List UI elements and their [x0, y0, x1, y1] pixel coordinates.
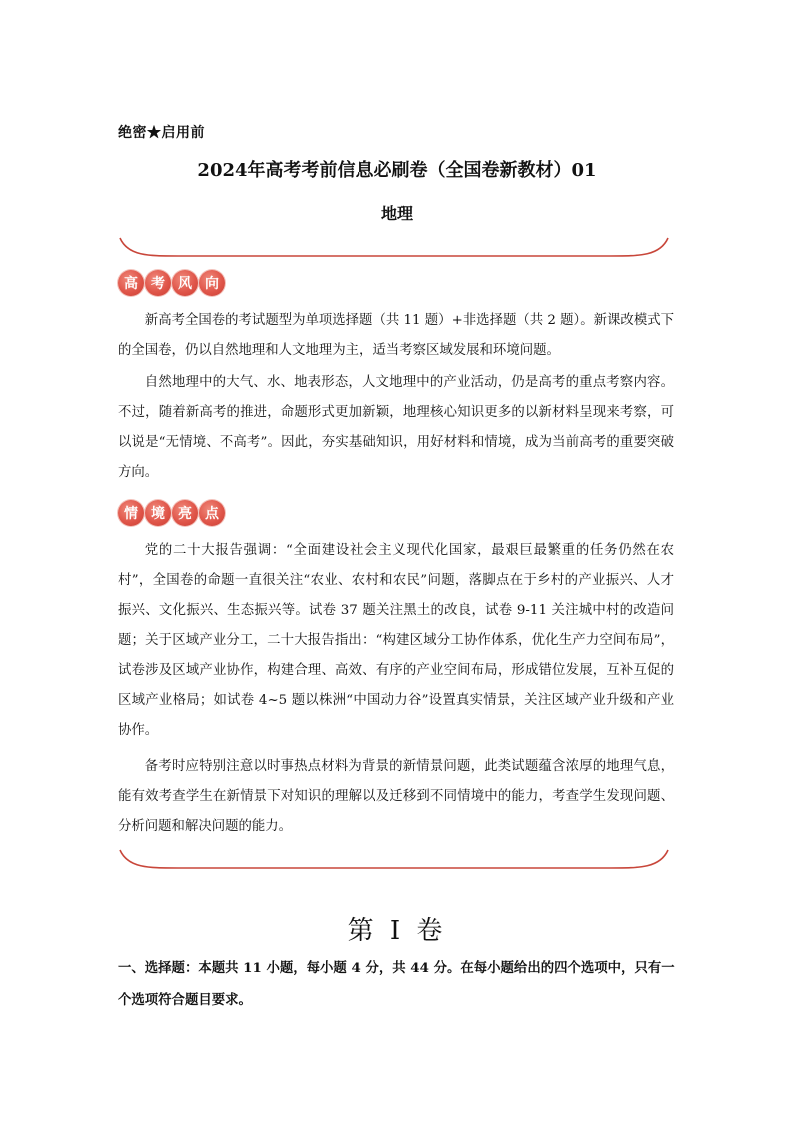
- paragraph: 新高考全国卷的考试题型为单项选择题（共 11 题）+非选择题（共 2 题）。新课改模式下的全国卷，仍以自然地理和人文地理为主，适当考察区域发展和环境问题。: [118, 313, 674, 358]
- top-divider: [118, 236, 670, 258]
- subject-title: 地理: [380, 204, 413, 223]
- badge-qingjing-liangdian: [118, 500, 225, 526]
- badge-char: 点: [199, 500, 225, 526]
- paragraph: 党的二十大报告强调：“全面建设社会主义现代化国家，最艰巨最繁重的任务仍然在农村”，全国卷的命题一直很关注“农业、农村和农民”问题，落脚点在于乡村的产业振兴、人才振兴、文化振兴、生态振兴等。试卷 37 题关注黑土的改良，试卷 9-11 关注城中村的改造问题；关于区域产业分工，二十大报告指出：“构建区域分工协作体系，优化生产力空间布局”，试卷涉及区域产业协作，构建合理、高效、有序的产业空间布局，形成错位发展，互补互促的区域产业格局；如试卷 4~5 题以株洲“中国动力谷”设置真实情景，关注区域产业升级和产业协作。: [118, 543, 674, 738]
- badge-char: 亮: [172, 500, 198, 526]
- bottom-divider: [118, 848, 670, 870]
- paragraph: 备考时应特别注意以时事热点材料为背景的新情景问题，此类试题蕴含浓厚的地理气息，能有效考查学生在新情景下对知识的理解以及迁移到不同情境中的能力，考查学生发现问题、分析问题和解决问题的能力。: [118, 759, 674, 834]
- badge-char: 向: [199, 270, 225, 296]
- paragraph: 自然地理中的大气、水、地表形态，人文地理中的产业活动，仍是高考的重点考察内容。不过，随着新高考的推进，命题形式更加新颖，地理核心知识更多的以新材料呈现来考察，可以说是“无情境、不高考”。因此，夯实基础知识，用好材料和情境，成为当前高考的重要突破方向。: [118, 375, 674, 480]
- section-intro: 一、选择题：本题共 11 小题，每小题 4 分，共 44 分。在每小题给出的四个选项中，只有一个选项符合题目要求。: [118, 960, 675, 1008]
- badge-char: 考: [145, 270, 171, 296]
- badge-char: 风: [172, 270, 198, 296]
- badge-char: 境: [145, 500, 171, 526]
- part-title: 第 I 卷: [347, 916, 447, 946]
- secret-label: 绝密★启用前: [118, 125, 205, 141]
- badge-char: 高: [118, 270, 144, 296]
- badge-gaokao-fengxiang: [118, 270, 225, 296]
- badge-char: 情: [118, 500, 144, 526]
- exam-title: 2024年高考考前信息必刷卷（全国卷新教材）01: [197, 160, 597, 181]
